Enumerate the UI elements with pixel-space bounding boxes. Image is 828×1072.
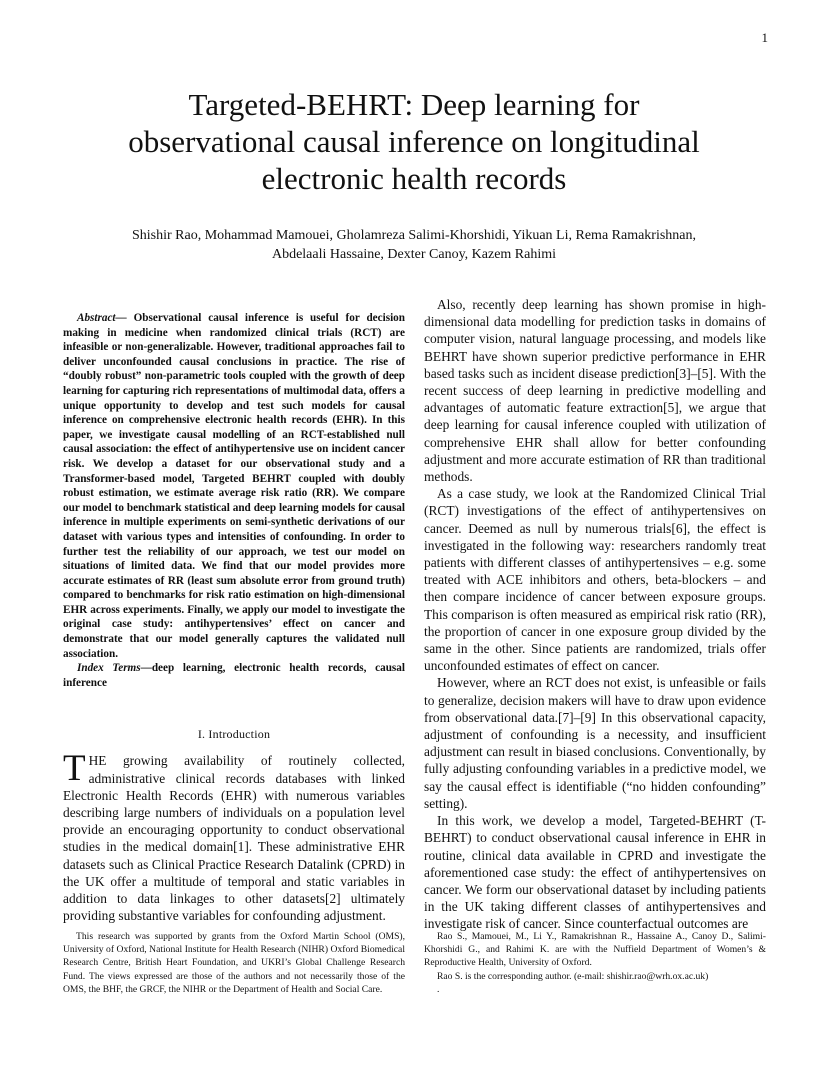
- footnote-trailing: .: [437, 983, 440, 995]
- author-list: [60, 226, 768, 264]
- title-line: Targeted-BEHRT: Deep learning for: [188, 87, 640, 122]
- left-column: [63, 296, 405, 924]
- page-number: 1: [761, 30, 768, 45]
- abstract-text: Observational causal inference is useful for decision making in medicine when randomized clinical trials (RCT) are infeasible or non-generalizable. However, traditional approaches fail to deliver unconfounded causal conclusions in practice. The rise of “doubly robust” non-parametric tools coupled with the growth of deep learning for capturing rich representations of multimodal data, offers a unique opportunity to develop and test such models for causal inference on comprehensive electronic health records (EHR). In this paper, we investigate causal modelling of an RCT-established null causal association: the effect of antihypertensive use on incident cancer risk. We develop a dataset for our observational study and a Transformer-based model, Targeted BEHRT coupled with doubly robust estimation, we estimate average risk ratio (RR). We compare our model to benchmark statistical and deep learning models for causal inference in multiple experiments on semi-synthetic derivations of our dataset with various types and intensities of confounding. In order to further test the reliability of our approach, we test our model on situations of limited data. We find that our model provides more accurate estimates of RR (least sum absolute error from ground truth) compared to benchmarks for risk ratio estimation on high-dimensional EHR across experiments. Finally, we apply our model to investigate the original case study: antihypertensives’ effect on cancer and demonstrate that our model generally captures the validated null association.: [63, 312, 405, 660]
- drop-cap: T: [63, 748, 86, 790]
- index-terms-lead: Index Terms: [77, 662, 141, 675]
- intro-paragraph-1: [63, 748, 405, 924]
- right-column: [424, 296, 766, 933]
- index-terms: [63, 661, 405, 690]
- title-line: electronic health records: [261, 161, 567, 196]
- paper-title: [60, 86, 768, 197]
- footnote-affiliation: Rao S., Mamouei, M., Li Y., Ramakrishnan R., Hassaine A., Canoy D., Salimi-Khorshidi G., and Rahimi K. are with the Nuffield Department of Women’s & Reproductive Health, University of Oxford.: [424, 931, 766, 969]
- index-terms-text: —deep learning, electronic health records, causal inference: [63, 662, 405, 689]
- intro-paragraph-5: In this work, we develop a model, Targeted-BEHRT (T-BEHRT) to conduct observational causal inference in EHR in routine, clinical data available in CPRD and investigate the aforementioned case study: the effect of antihypertensives on cancer. We form our observational dataset by including patients in the UK taking different classes of antihypertensives and investigate risk of cancer. Since counterfactual outcomes are: [424, 813, 766, 932]
- intro-paragraph-4: However, where an RCT does not exist, is unfeasible or fails to generalize, decision makers will have to draw upon evidence from observational data.[7]–[9] In this observational capacity, adjustment of confounding is a necessity, and insufficient adjustment can result in biased conclusions. Conventionally, by fully adjusting confounding variables in a predictive model, we say the causal effect is identifiable (“no hidden confounding” setting).: [424, 675, 766, 811]
- intro-paragraph-2: Also, recently deep learning has shown promise in high-dimensional data modelling for prediction tasks in domains of computer vision, natural language processing, and models like BEHRT have shown superior predictive performance in EHR based tasks such as incident disease prediction[3]–[5]. With the recent success of deep learning in predictive modelling and advantages of automatic feature extraction[5], we argue that deep learning for causal inference coupled with utilization of comprehensive EHR shall allow for better confounding adjustment and more accurate estimation of RR than traditional methods.: [424, 297, 766, 485]
- author-line: Shishir Rao, Mohammad Mamouei, Gholamreza Salimi-Khorshidi, Yikuan Li, Rema Ramakrishnan,: [131, 228, 697, 243]
- section-heading: I. Introduction: [197, 727, 271, 742]
- footnote-funding-block: [63, 930, 405, 996]
- intro-paragraph-3: As a case study, we look at the Randomized Clinical Trial (RCT) investigations of the effect of antihypertensives on cancer. Deemed as null by numerous trials[6], the effect is investigated in the following way: researchers randomly treat patients with different classes of antihypertensives – e.g. some treated with ACE inhibitors and others, beta-blockers – and then compare incidence of cancer between exposure groups. This comparison is often measured as empirical risk ratio (RR), the proportion of cancer in one exposure group divided by the same in the other. Since patients are randomized, trials offer unconfounded estimates of effect on cancer.: [424, 486, 766, 674]
- abstract: [63, 311, 405, 661]
- title-line: observational causal inference on longitudinal: [128, 124, 700, 159]
- footnote-funding: This research was supported by grants from the Oxford Martin School (OMS), University of Oxford, National Institute for Health Research (NIHR) Oxford Biomedical Research Centre, British Heart Foundation, and UKRI’s Global Challenge Research Fund. The views expressed are those of the authors and not necessarily those of the OMS, the BHF, the GRCF, the NIHR or the Department of Health and Social Care.: [63, 931, 405, 995]
- author-line: Abdelaali Hassaine, Dexter Canoy, Kazem Rahimi: [271, 247, 557, 262]
- intro-paragraph-1-text: HE growing availability of routinely collected, administrative clinical records databases with linked Electronic Health Records (EHR) with numerous variables describing large numbers of individuals on a population level provide an encouraging opportunity to conduct observational studies in the medical domain[1]. These administrative EHR datasets such as Clinical Practice Research Datalink (CPRD) in the UK offer a multitude of temporal and static variables in addition to data linkages to other datasets[2] ultimately providing substantive variables for confounding adjustment.: [63, 753, 405, 924]
- footnote-corresponding: Rao S. is the corresponding author. (e-mail: shishir.rao@wrh.ox.ac.uk): [437, 970, 709, 982]
- abstract-lead: Abstract—: [77, 312, 127, 324]
- footnote-affiliation-block: [424, 930, 766, 996]
